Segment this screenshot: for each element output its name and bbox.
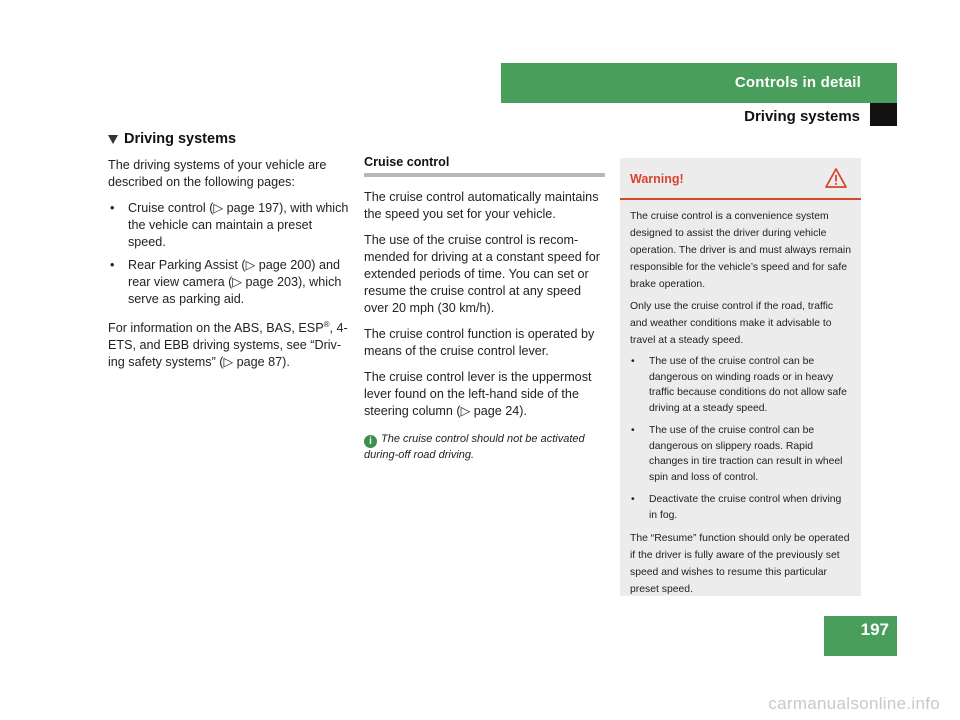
list-item: [630, 354, 851, 416]
chapter-title: Controls in detail: [734, 74, 861, 91]
driving-systems-column: [108, 131, 353, 380]
list-item: [630, 492, 851, 523]
paragraph: The cruise control function is operated by means of the cruise control lever.: [364, 327, 595, 358]
warning-box: [620, 158, 861, 596]
bullet-icon: •: [110, 258, 115, 272]
driving-systems-heading: [108, 131, 353, 147]
warning-paragraph: The “Resume” function should only be operated if the driver is fully aware of the previously set speed and wishes to resume this particular preset speed.: [630, 533, 850, 595]
bullet-icon: •: [110, 201, 115, 215]
info-icon: i: [364, 435, 377, 448]
warning-paragraph: Only use the cruise control if the road, traffic and weather conditions make it advisable to travel at a steady speed.: [630, 301, 834, 346]
list-item: [108, 200, 353, 251]
section-marker: [870, 103, 897, 126]
warning-body: [620, 200, 861, 598]
watermark: carmanualsonline.info: [768, 694, 940, 713]
outro-text-start: For information on the ABS, BAS, ESP: [108, 321, 324, 336]
paragraph: The cruise control automatically maintains the speed you set for your vehicle.: [364, 190, 599, 221]
warning-list: [630, 354, 851, 523]
cruise-control-column: [364, 155, 605, 463]
list-item-text: Deactivate the cruise control when driving in fog.: [649, 494, 842, 521]
list-item-text: Rear Parking Assist (▷ page 200) and rear view camera (▷ page 203), which serve as parking aid.: [128, 258, 342, 306]
cruise-control-heading: Cruise control: [364, 155, 450, 169]
warning-header: [620, 158, 861, 200]
outro-text-end: , 4-ETS, and EBB driving systems, see “Driv-ing safety systems” (▷ page 87).: [108, 321, 348, 370]
note-text: The cruise control should not be activated during-off road driving.: [364, 433, 585, 461]
page-number-box: [824, 616, 897, 656]
bullet-icon: •: [631, 356, 635, 367]
paragraph: The cruise control lever is the uppermost lever found on the left-hand side of the steering column (▷ page 24).: [364, 370, 592, 418]
info-note: [364, 432, 605, 463]
chapter-header: [501, 63, 897, 103]
heading-rule: [364, 173, 605, 177]
list-item-text: The use of the cruise control can be dangerous on winding roads or in heavy traffic because conditions do not allow safe driving at a steady speed.: [649, 356, 847, 414]
bullet-icon: •: [631, 494, 635, 505]
list-item: [630, 423, 851, 485]
triangle-down-icon: [108, 135, 118, 144]
list-item-text: The use of the cruise control can be dangerous on slippery roads. Rapid changes in tire traction can result in wheel spin and loss of control.: [649, 425, 843, 483]
warning-triangle-icon: [825, 168, 847, 188]
systems-list: [108, 200, 353, 308]
page-number: 197: [860, 620, 889, 639]
intro-paragraph: The driving systems of your vehicle are described on the following pages:: [108, 158, 327, 189]
bullet-icon: •: [631, 425, 635, 436]
registered-mark: ®: [323, 320, 330, 329]
list-item-text: Cruise control (▷ page 197), with which the vehicle can maintain a preset speed.: [128, 201, 349, 249]
list-item: [108, 257, 353, 308]
paragraph: The use of the cruise control is recom-mended for driving at a constant speed for extended periods of time. You can set or resume the cruise control at any speed over 20 mph (30 km/h).: [364, 233, 600, 315]
section-title: Driving systems: [744, 108, 860, 125]
warning-title: Warning!: [630, 172, 684, 186]
outro-paragraph: [108, 316, 353, 371]
warning-paragraph: The cruise control is a convenience system designed to assist the driver during vehicle operation. The driver is and must always remain responsible for the vehicle’s speed and for safe brake operation.: [630, 211, 851, 290]
heading-text: Driving systems: [124, 131, 237, 147]
